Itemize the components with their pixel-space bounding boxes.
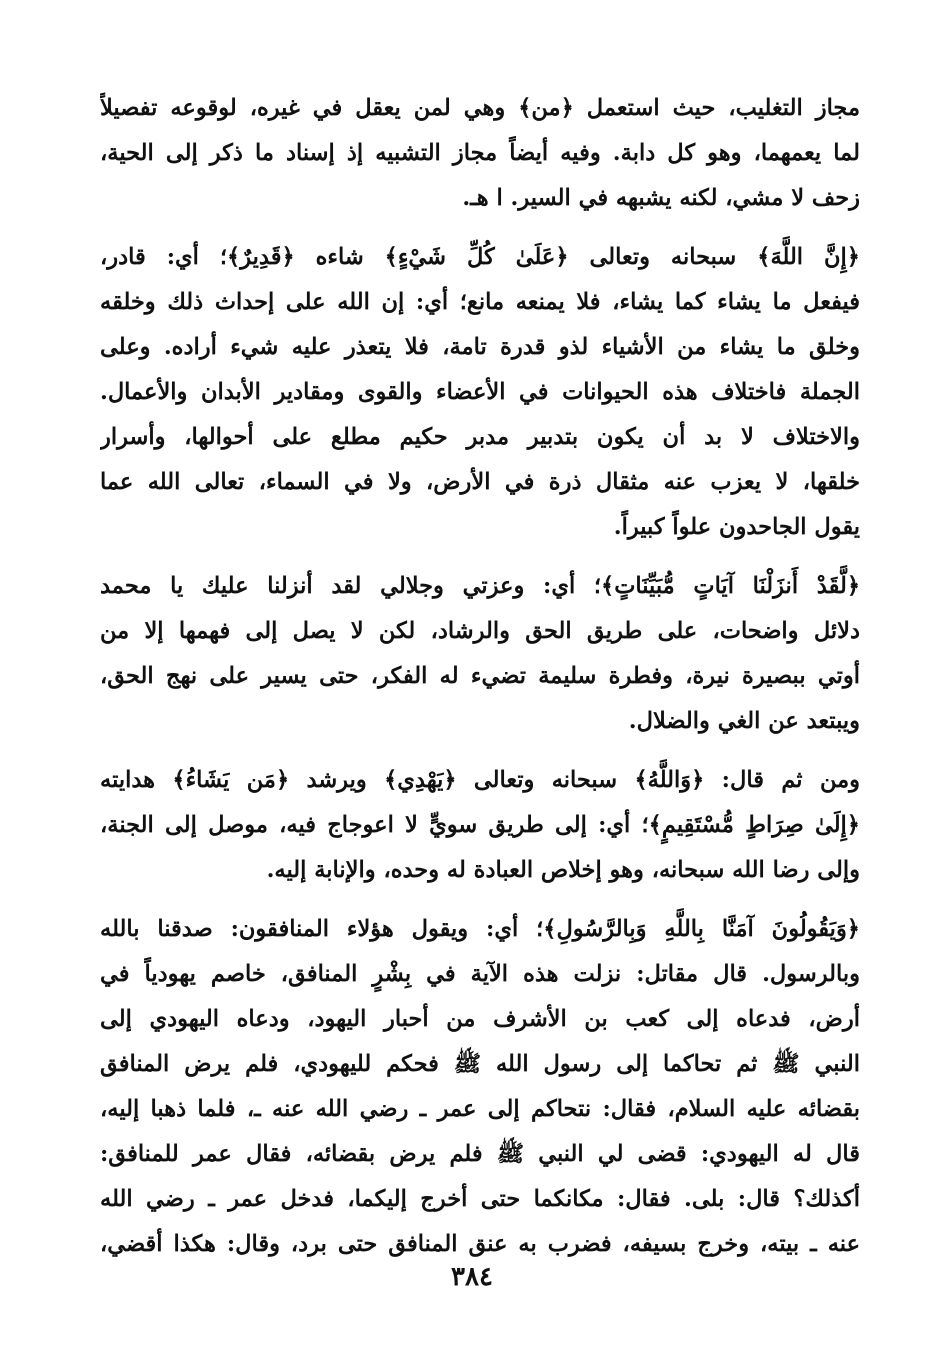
page-body-text: [100, 86, 860, 1267]
text-line: النبي ﷺ ثم تحاكما إلى رسول الله ﷺ فحكم لليهودي، فلم يرض المنافق: [100, 1051, 860, 1077]
text-line: مجاز التغليب، حيث استعمل ﴿من﴾ وهي لمن يعقل في غيره، لوقوعه تفصيلاً: [100, 95, 860, 121]
text-line: دلائل واضحات، على طريق الحق والرشاد، لكن لا يصل إلى فهمها إلا من: [100, 618, 860, 644]
paragraph-spacer: [100, 744, 860, 758]
text-line: فيفعل ما يشاء كما يشاء، فلا يمنعه مانع؛ أي: إن الله على إحداث ذلك وخلقه: [100, 289, 860, 315]
text-line: يقول الجاحدون علواً كبيراً.: [613, 514, 860, 540]
paragraph-spacer: [100, 550, 860, 564]
text-line: الجملة فاختلاف هذه الحيوانات في الأعضاء والقوى ومقادير الأبدان والأعمال.: [100, 379, 860, 405]
paragraph-spacer: [100, 221, 860, 235]
text-line: ﴿وَيَقُولُونَ آمَنَّا بِاللَّهِ وَبِالرَّسُولِ﴾؛ أي: ويقول هؤلاء المنافقون: صدقنا بالله: [100, 916, 860, 942]
text-line: أكذلك؟ قال: بلى. فقال: مكانكما حتى أخرج إليكما، فدخل عمر ـ رضي الله: [100, 1186, 860, 1212]
text-line: وإلى رضا الله سبحانه، وهو إخلاص العبادة له وحده، والإنابة إليه.: [266, 857, 860, 883]
paragraph: [100, 235, 860, 550]
text-line: قال له اليهودي: قضى لي النبي ﷺ فلم يرض بقضائه، فقال عمر للمنافق:: [100, 1141, 860, 1167]
text-line: زحف لا مشي، لكنه يشبهه في السير. ا هـ.: [462, 185, 860, 211]
paragraph: [100, 758, 860, 893]
text-line: أوتي ببصيرة نيرة، وفطرة سليمة تضيء له الفكر، حتى يسير على نهج الحق،: [100, 663, 860, 689]
text-line: ويبتعد عن الغي والضلال.: [628, 708, 860, 734]
text-line: ﴿إِنَّ اللَّهَ﴾ سبحانه وتعالى ﴿عَلَىٰ كُلِّ شَيْءٍ﴾ شاءه ﴿قَدِيرٌ﴾؛ أي: قادر،: [100, 244, 860, 270]
text-line: أرض، فدعاه إلى كعب بن الأشرف من أحبار اليهود، ودعاه اليهودي إلى: [100, 1006, 860, 1032]
text-line: وخلق ما يشاء من الأشياء لذو قدرة تامة، فلا يتعذر عليه شيء أراده. وعلى: [100, 334, 860, 360]
paragraph: [100, 86, 860, 221]
text-line: عنه ـ بيته، وخرج بسيفه، فضرب به عنق المنافق حتى برد، وقال: هكذا أقضي،: [100, 1231, 860, 1257]
text-line: وبالرسول. قال مقاتل: نزلت هذه الآية في بِشْرٍ المنافق، خاصم يهودياً في: [100, 961, 860, 987]
text-line: ﴿إِلَىٰ صِرَاطٍ مُّسْتَقِيمٍ﴾؛ أي: إلى طريق سويٍّ لا اعوجاج فيه، موصل إلى الجنة،: [100, 812, 860, 838]
paragraph: [100, 907, 860, 1267]
text-line: بقضائه عليه السلام، فقال: نتحاكم إلى عمر ـ رضي الله عنه ـ، فلما ذهبا إليه،: [100, 1096, 860, 1122]
page-number: ٣٨٤: [451, 1262, 493, 1292]
text-line: والاختلاف لا بد أن يكون بتدبير مدبر حكيم مطلع على أحوالها، وأسرار: [100, 424, 860, 450]
paragraph-spacer: [100, 893, 860, 907]
text-line: لما يعمهما، وهو كل دابة. وفيه أيضاً مجاز التشبيه إذ إسناد ما ذكر إلى الحية،: [100, 140, 860, 166]
text-line: ومن ثم قال: ﴿وَاللَّهُ﴾ سبحانه وتعالى ﴿يَهْدِي﴾ ويرشد ﴿مَن يَشَاءُ﴾ هدايته: [100, 767, 860, 793]
paragraph: [100, 564, 860, 744]
text-line: خلقها، لا يعزب عنه مثقال ذرة في الأرض، ولا في السماء، تعالى الله عما: [100, 469, 860, 495]
text-line: ﴿لَّقَدْ أَنزَلْنَا آيَاتٍ مُّبَيِّنَاتٍ﴾؛ أي: وعزتي وجلالي لقد أنزلنا عليك يا محمد: [100, 573, 860, 599]
